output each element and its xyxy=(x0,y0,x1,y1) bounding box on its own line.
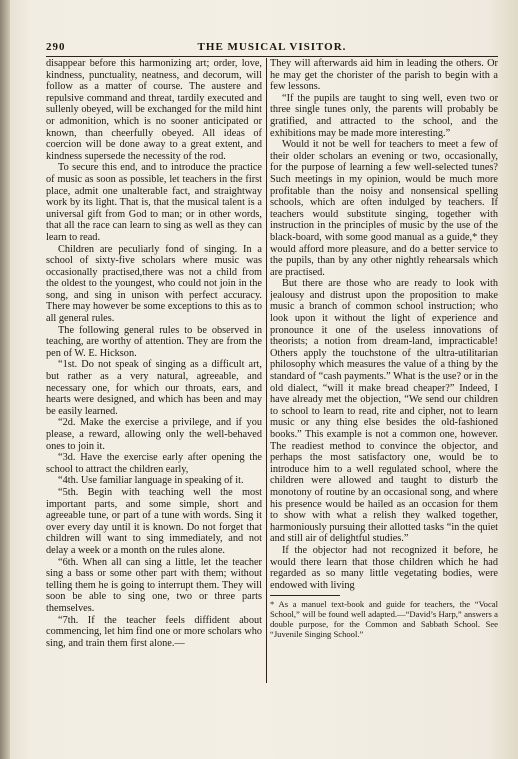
paragraph: “5th. Begin with teaching well the most important parts, and some simple, short and agreeable tune, or part of a tune with words. Sing it over every day until it is known. Do not forget that children will want to sing immediately, and not delay a week or a month on the rules alone. xyxy=(46,486,262,556)
column-divider xyxy=(266,58,267,683)
paragraph: “1st. Do not speak of singing as a difficult art, but rather as a very natural, agreeable, and necessary one, for which our throats, ears, and hearts were designed, and which has been and may be easily learned. xyxy=(46,359,262,417)
paragraph: The following general rules to be observed in teaching, are worthy of attention. They are from the pen of W. E. Hickson. xyxy=(46,324,262,359)
left-column xyxy=(46,58,262,698)
paragraph: disappear before this harmonizing art; order, love, kindness, punctuality, neatness, and decorum, will follow as a matter of course. The austere and repulsive command and threat, tardily executed and sullenly obeyed, will be exchanged for the mild hint or admonition, which is no sooner anticipated or known, than cheerfully obeyed. All ideas of coercion will be done away to a great extent, and kindness supersede the necessity of the rod. xyxy=(46,58,262,162)
paragraph: “3d. Have the exercise early after opening the school to attract the children early, xyxy=(46,452,262,475)
paragraph: “If the pupils are taught to sing well, even two or three single tunes only, the parents will probably be gratified, and attracted to the school, and the exhibitions may be made more interesting.” xyxy=(270,92,498,139)
header-rule xyxy=(46,56,498,57)
binding-shadow xyxy=(0,0,10,759)
paragraph: If the objector had not recognized it before, he would there learn that those children which he had regarded as so many little vegetating bodies, were endowed with living xyxy=(270,544,498,591)
journal-title: THE MUSICAL VISITOR. xyxy=(197,41,347,53)
paragraph: But there are those who are ready to look with jealousy and distrust upon the proposition to make music a branch of common school instruction; who look upon it without the light of experience and pronounce it one of the useless innovations of theorists; a notion from dream-land, impracticable! Others apply the touchstone of the ultra-utilitarian philosophy which measures the value of a thing by the standard of “cash payments.” What is the use? or in the old dialect, “will it make bread cheaper?” Indeed, I have already met the objection, “We send our children to school to learn to read, rite and cipher, not to learn music or any thing else besides the old-fashioned books.” This example is not a common one, however. The readiest method to convince the objector, and perhaps the most satisfactory one, would be to introduce him to a well regulated school, where the children were allowed and taught to disturb the monotony of routine by an occasional song, and where his presence would be hailed as an occasion for them to show with what a relish they walked together, harmoniously pursuing their allotted tasks “in the quiet and still air of delightful studies.” xyxy=(270,278,498,545)
paragraph: “2d. Make the exercise a privilege, and if you please, a reward, allowing only the well-behaved ones to join it. xyxy=(46,417,262,452)
paragraph: “4th. Use familiar language in speaking of it. xyxy=(58,475,244,487)
paragraph: Would it not be well for teachers to meet a few of their older scholars an evening or two, occasionally, for the purpose of learning a few well-selected tunes? Such meetings in my opinion, would be much more profitable than the noisy and nonsensical spelling schools, which are often indulged by teachers. If teachers would substitute singing, together with instruction in the principles of music by the use of the black-board, with some good manual as a guide,* they would afford more pleasure, and do a better service to the pupils, than by any other nightly rehearsals which are practised. xyxy=(270,139,498,278)
paragraph: Children are peculiarly fond of singing. In a school of sixty-five scholars where music was occasionally practised,there was not a child from the oldest to the youngest, who could not join in the song, and sing in unison with perfect accuracy. There may however be some exceptions to this as to all general rules. xyxy=(46,243,262,325)
right-column xyxy=(270,58,498,698)
paragraph: “6th. When all can sing a little, let the teacher sing a bass or some other part with them; without telling them he is going to interrupt them. They will soon be able to sing one, two or three parts themselves. xyxy=(46,556,262,614)
paragraph: To secure this end, and to introduce the practice of music as soon as possible, let teachers in the first place, admit one unalterable fact, and straightway work by its light. That is, that the musical talent is a universal gift from God to man; or in other words, that all the race can learn to sing as well as they can learn to read. xyxy=(46,162,262,243)
paragraph: “7th. If the teacher feels diffident about commencing, let him find one or more scholars who sing, and train them first alone.— xyxy=(46,614,262,649)
right-column-body xyxy=(270,58,498,591)
page-number: 290 xyxy=(46,41,66,53)
running-header xyxy=(46,41,498,55)
footnote-rule xyxy=(270,595,340,596)
footnote: * As a manuel text-book and guide for teachers, the “Vocal School,” will be found well adapted.—“David’s Harp,” answers a double purpose, for the Common and Sabbath School. See “Juvenile Singing School.” xyxy=(270,599,498,640)
paragraph: They will afterwards aid him in leading the others. Or he may get the chorister of the parish to begin with a few lessons. xyxy=(270,58,498,93)
